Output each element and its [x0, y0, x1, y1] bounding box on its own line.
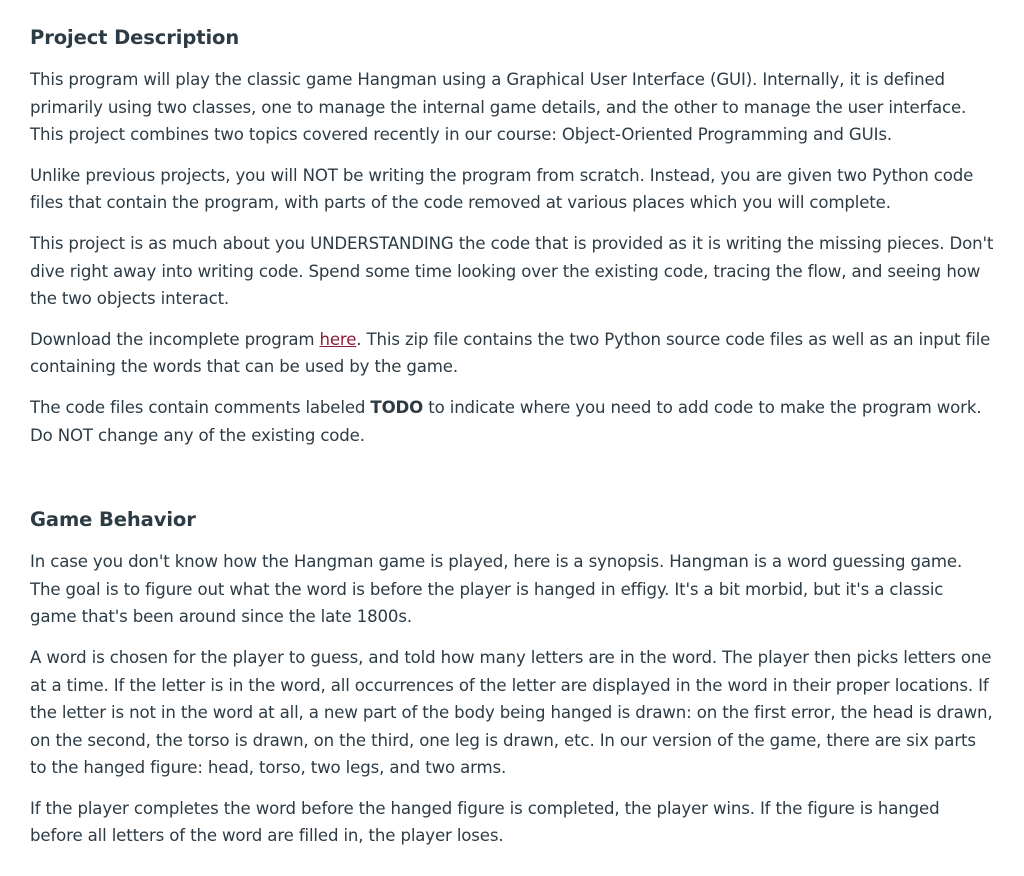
download-here-link[interactable]: here	[319, 329, 357, 349]
project-paragraph-1: This program will play the classic game Hangman using a Graphical User Interface (GUI). Internally, it is defined primarily using two classes, one to manage the internal game details, and the other to manage the user interface. This project combines two topics covered recently in our course: Object-Oriented Programming and GUIs.	[30, 70, 967, 145]
project-paragraph-3: This project is as much about you UNDERSTANDING the code that is provided as it is writing the missing pieces. Don't dive right away into writing code. Spend some time looking over the existing code, tracing the flow, and seeing how the two objects interact.	[30, 233, 994, 309]
game-behavior-heading: Game Behavior	[30, 508, 196, 532]
section-spacer	[30, 462, 994, 506]
todo-text-after: to indicate where you need to add code to make the program work. Do NOT change any of the existing code.	[30, 397, 982, 445]
behavior-paragraph-1: In case you don't know how the Hangman game is played, here is a synopsis. Hangman is a word guessing game. The goal is to figure out what the word is before the player is hanged in effigy. It's a bit morbid, but it's a classic game that's been around since the late 1800s.	[30, 552, 963, 627]
download-text-after: . This zip file contains the two Python source code files as well as an input file containing the words that can be used by the game.	[30, 329, 991, 377]
project-paragraph-5	[30, 394, 994, 449]
behavior-paragraph-3: If the player completes the word before the hanged figure is completed, the player wins. If the figure is hanged before all letters of the word are filled in, the player loses.	[30, 798, 940, 846]
project-description-heading: Project Description	[30, 26, 240, 49]
download-text-before: Download the incomplete program	[30, 329, 320, 349]
project-paragraph-2: Unlike previous projects, you will NOT be writing the program from scratch. Instead, you are given two Python code files that contain the program, with parts of the code removed at various places which you will complete.	[30, 165, 974, 213]
todo-label: TODO	[370, 397, 424, 417]
behavior-paragraph-2: A word is chosen for the player to guess, and told how many letters are in the word. The player then picks letters one at a time. If the letter is in the word, all occurrences of the letter are displayed in the word in their proper locations. If the letter is not in the word at all, a new part of the body being hanged is drawn: on the first error, the head is drawn, on the second, the torso is drawn, on the third, one leg is drawn, etc. In our version of the game, there are six parts to the hanged figure: head, torso, two legs, and two arms.	[30, 647, 993, 778]
todo-text-before: The code files contain comments labeled	[30, 397, 371, 417]
game-behavior-section	[30, 506, 994, 850]
project-description-section	[30, 24, 994, 449]
project-paragraph-4	[30, 326, 994, 381]
